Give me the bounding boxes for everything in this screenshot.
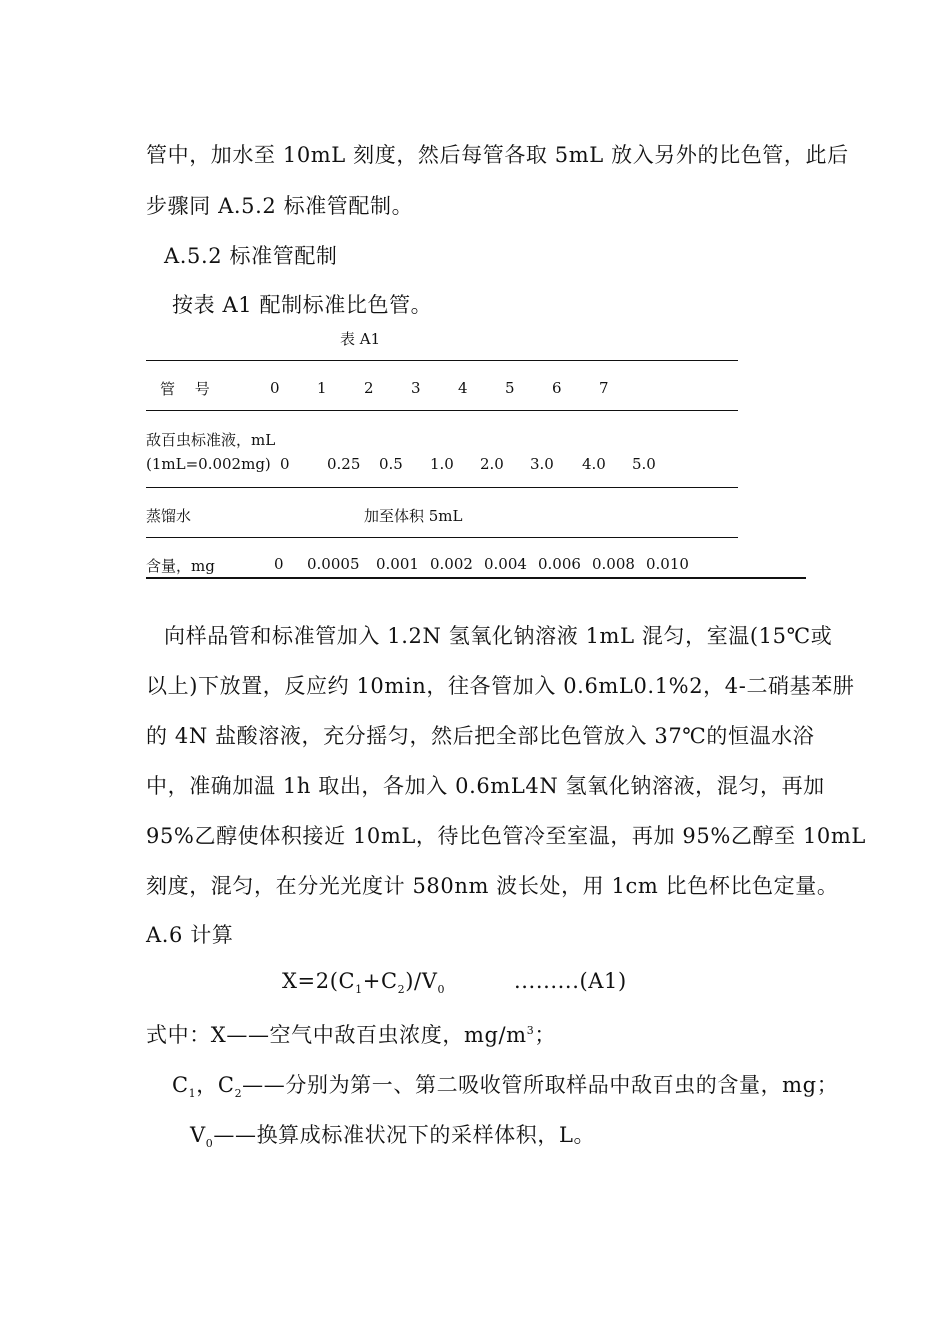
section-heading-a6: A.6 计算 [146,923,234,947]
table-cell: 加至体积 5mL [364,507,463,525]
table-cell: 0 [274,555,284,573]
table-cell: 0.5 [379,455,403,473]
paragraph-line: 95%乙醇使体积接近 10mL，待比色管冷至室温，再加 95%乙醇至 10mL [146,824,866,848]
table-cell: 0.0005 [307,555,360,573]
row-label: 含量，mg [146,557,215,575]
paragraph-line: 中，准确加温 1h 取出，各加入 0.6mL4N 氢氧化钠溶液，混匀，再加 [146,774,825,798]
paragraph-line: 管中，加水至 10mL 刻度，然后每管各取 5mL 放入另外的比色管，此后 [146,143,849,167]
table-rule [146,410,738,411]
tube-number: 5 [505,379,515,397]
table-cell: 0.004 [484,555,527,573]
table-cell: 3.0 [530,455,554,473]
table-caption: 表 A1 [340,330,381,348]
definition-c: $C_1$，$C_2——$分别为第一、第二吸收管所取样品中敌百虫的含量，mg； [172,1073,839,1101]
definition-x: 式中：X——空气中敌百虫浓度，$mg/m^3$； [146,1023,556,1047]
table-cell: 0.006 [538,555,581,573]
paragraph-line: 向样品管和标准管加入 1.2N 氢氧化钠溶液 1mL 混匀，室温(15℃或 [164,624,833,648]
tube-number: 1 [317,379,327,397]
table-cell: 0.008 [592,555,635,573]
tube-number: 0 [270,379,280,397]
table-rule [146,537,738,538]
table-rule [146,360,738,361]
table-cell: 0.25 [327,455,361,473]
table-cell: 4.0 [582,455,606,473]
table-header-label: 管 号 [160,380,210,398]
paragraph-line: 按表 A1 配制标准比色管。 [172,293,433,317]
paragraph-line: 的 4N 盐酸溶液，充分摇匀，然后把全部比色管放入 37℃的恒温水浴 [146,724,815,748]
row-label: (1mL=0.002mg) [146,455,271,473]
tube-number: 7 [599,379,609,397]
formula: $X=2(C_1+C_2)/V_0$ [282,969,446,997]
row-label: 敌百虫标准液，mL [146,431,276,449]
tube-number: 3 [411,379,421,397]
paragraph-line: 刻度，混匀，在分光光度计 580nm 波长处，用 1cm 比色杯比色定量。 [146,874,839,898]
section-heading-a52: A.5.2 标准管配制 [164,244,338,268]
table-cell: 0.001 [376,555,419,573]
table-bottom-rule [146,577,806,579]
formula-reference: .........(A1) [514,969,627,993]
table-cell: 0 [280,455,290,473]
table-cell: 0.002 [430,555,473,573]
tube-number: 2 [364,379,374,397]
table-cell: 0.010 [646,555,689,573]
tube-number: 6 [552,379,562,397]
table-rule [146,487,738,488]
paragraph-line: 步骤同 A.5.2 标准管配制。 [146,194,414,218]
paragraph-line: 以上)下放置，反应约 10min，往各管加入 0.6mL0.1%2，4-二硝基苯肼 [146,674,855,698]
table-cell: 2.0 [480,455,504,473]
table-cell: 5.0 [632,455,656,473]
row-label: 蒸馏水 [146,507,192,525]
tube-number: 4 [458,379,468,397]
table-cell: 1.0 [430,455,454,473]
definition-v: $V_0——$换算成标准状况下的采样体积，L。 [190,1123,596,1151]
